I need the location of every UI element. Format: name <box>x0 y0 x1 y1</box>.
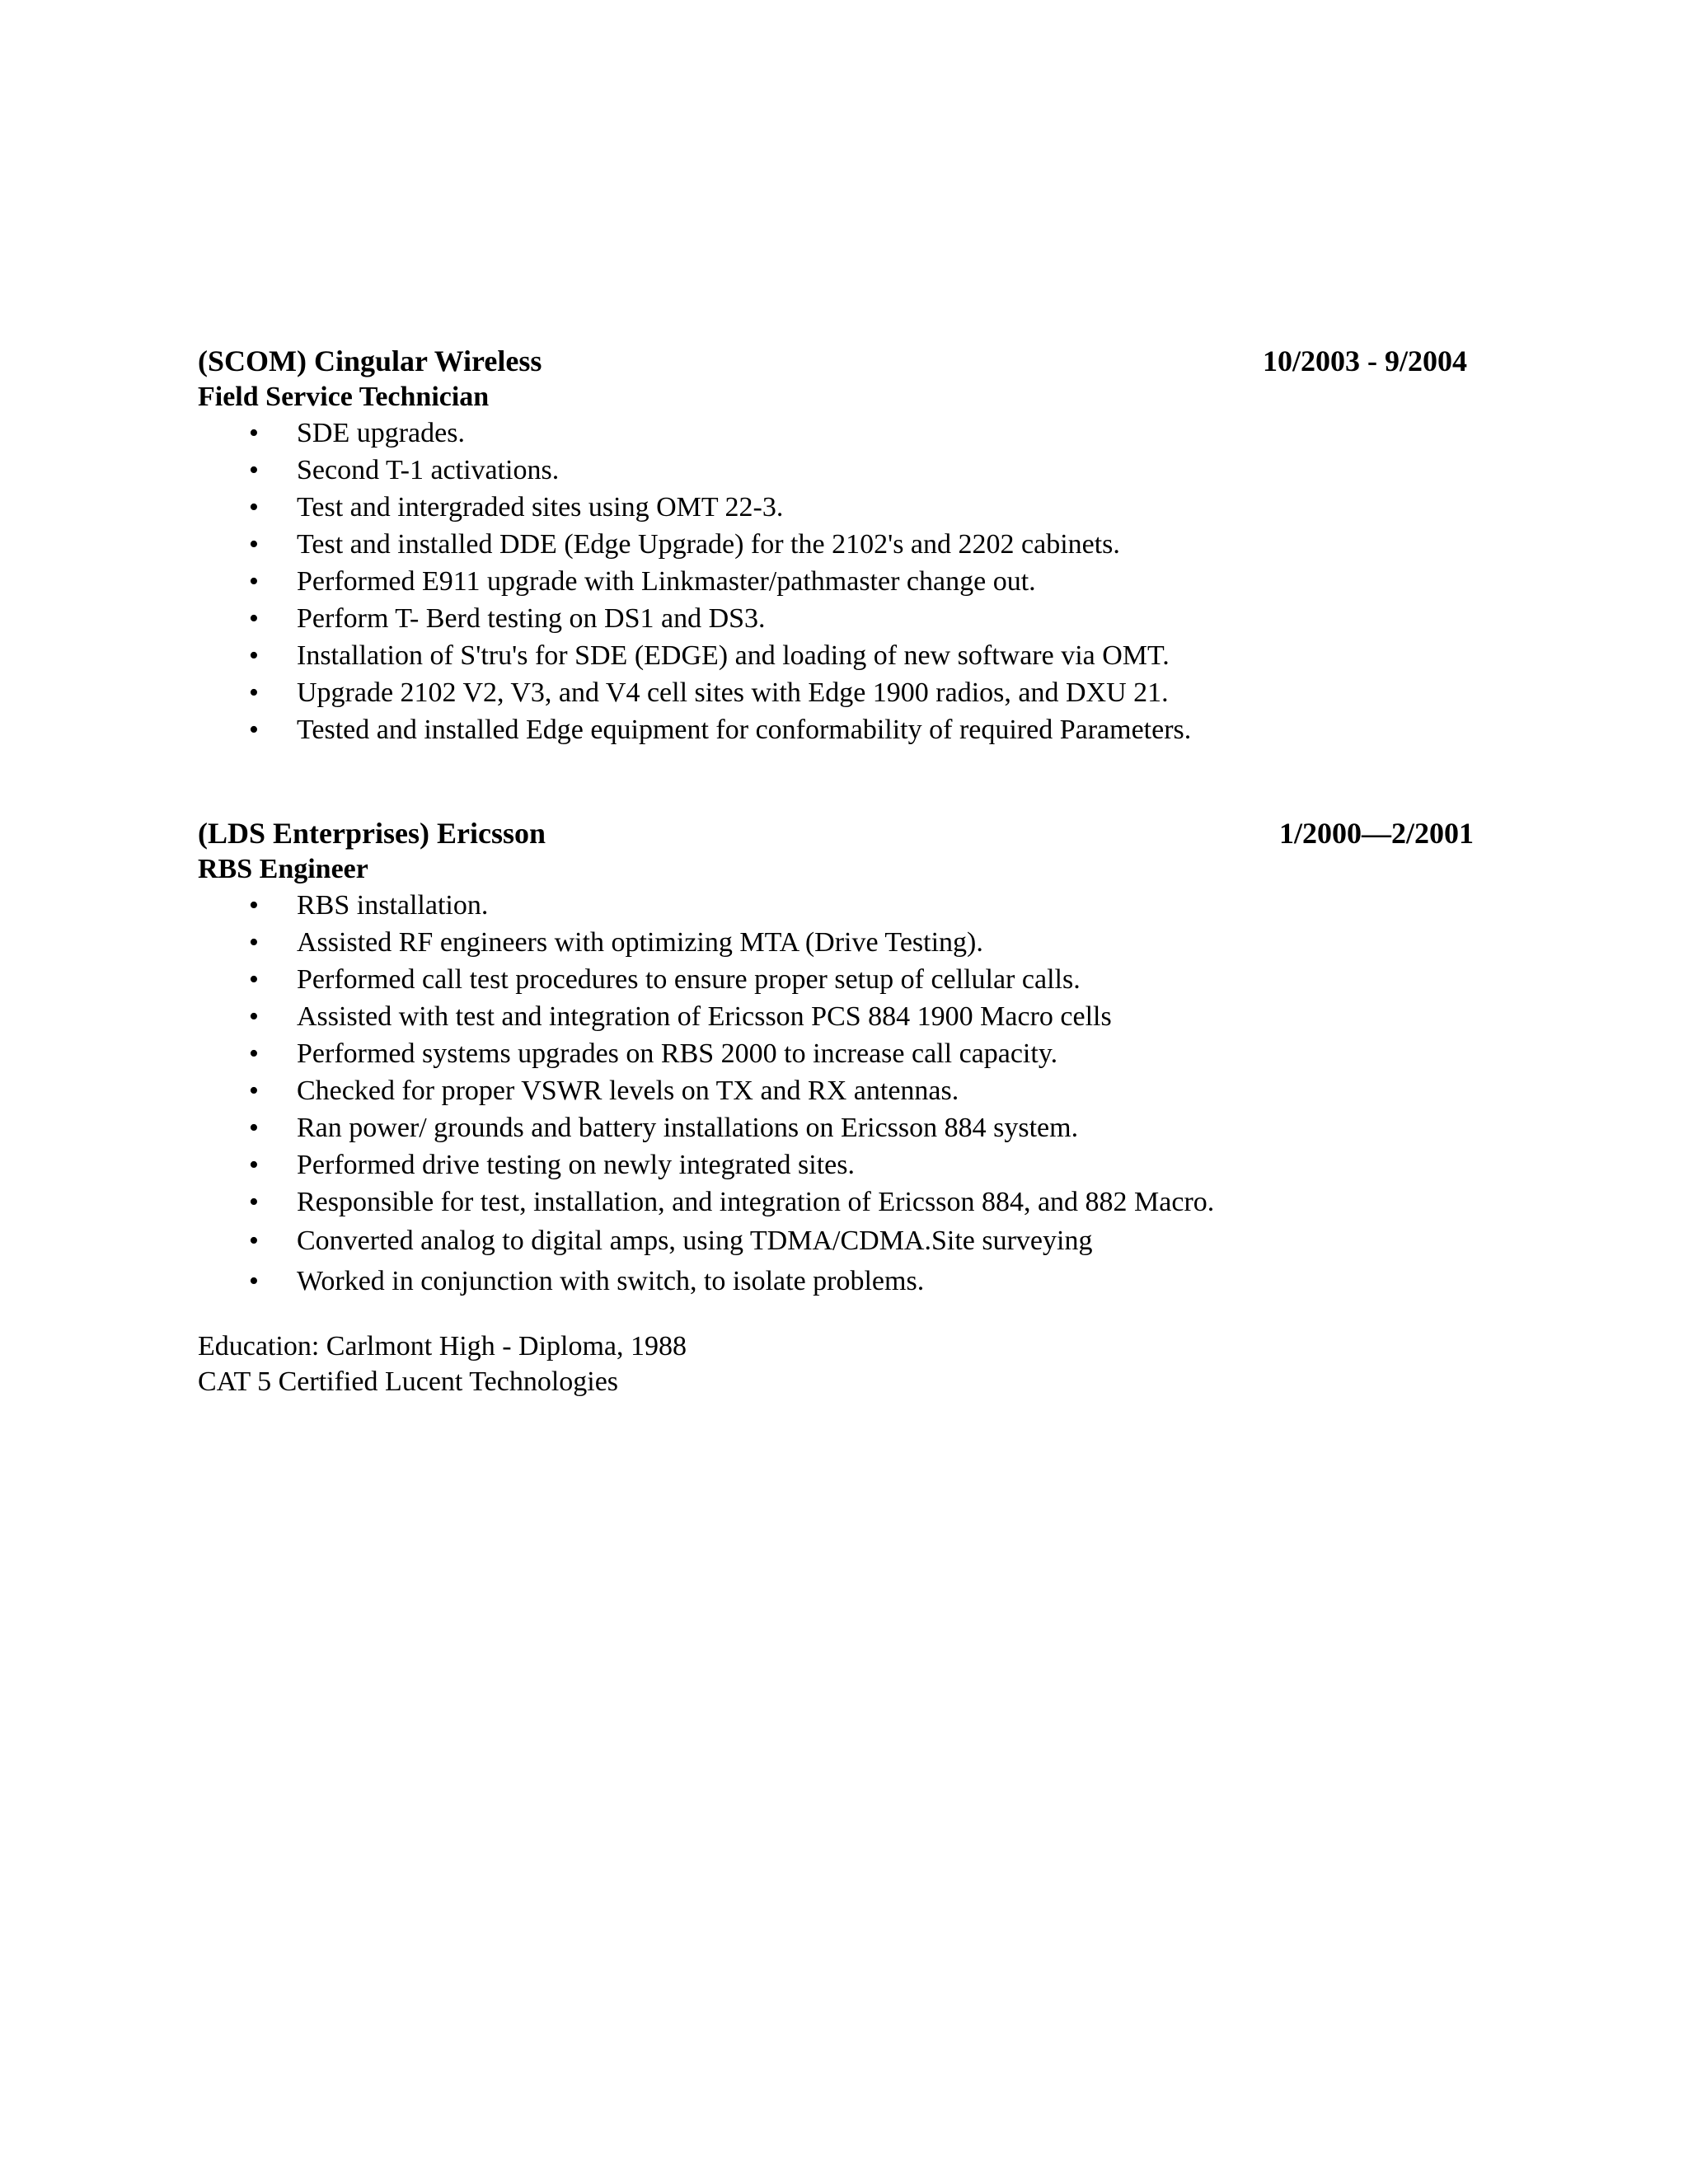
list-item <box>198 1109 1484 1146</box>
list-item <box>198 489 1484 526</box>
bullet-icon: • <box>249 927 259 958</box>
job-section-cingular <box>198 342 1484 748</box>
bullet-icon: • <box>249 715 259 745</box>
duty-text: Responsible for test, installation, and integration of Ericsson 884, and 882 Macro. <box>297 1187 1215 1217</box>
job-header <box>198 342 1484 380</box>
duties-list <box>198 887 1484 1301</box>
duty-text: Tested and installed Edge equipment for conformability of required Parameters. <box>297 715 1192 745</box>
bullet-icon: • <box>249 1266 259 1296</box>
list-item <box>198 887 1484 924</box>
bullet-icon: • <box>249 677 259 708</box>
duty-text: Assisted with test and integration of Ericsson PCS 884 1900 Macro cells <box>297 1001 1112 1032</box>
education-section <box>198 1329 687 1399</box>
bullet-icon: • <box>249 529 259 560</box>
duty-text: Checked for proper VSWR levels on TX and RX antennas. <box>297 1076 959 1106</box>
duty-text: Upgrade 2102 V2, V3, and V4 cell sites with Edge 1900 radios, and DXU 21. <box>297 677 1169 708</box>
bullet-icon: • <box>249 418 259 448</box>
list-item <box>198 924 1484 961</box>
duty-text: RBS installation. <box>297 890 489 921</box>
bullet-icon: • <box>249 964 259 995</box>
list-item <box>198 1035 1484 1072</box>
duties-list <box>198 415 1484 748</box>
list-item <box>198 637 1484 674</box>
duty-text: SDE upgrades. <box>297 418 465 448</box>
duty-text: Perform T- Berd testing on DS1 and DS3. <box>297 603 766 634</box>
employment-dates: 10/2003 - 9/2004 <box>1263 344 1467 377</box>
bullet-icon: • <box>249 1001 259 1032</box>
duty-text: Second T-1 activations. <box>297 455 560 485</box>
list-item <box>198 526 1484 563</box>
list-item <box>198 1183 1484 1221</box>
bullet-icon: • <box>249 1038 259 1069</box>
list-item <box>198 415 1484 452</box>
bullet-icon: • <box>249 492 259 523</box>
duty-text: Performed call test procedures to ensure proper setup of cellular calls. <box>297 964 1081 995</box>
bullet-icon: • <box>249 455 259 485</box>
company-name: (SCOM) Cingular Wireless <box>198 344 542 377</box>
company-name: (LDS Enterprises) Ericsson <box>198 817 546 850</box>
list-item <box>198 998 1484 1035</box>
list-item <box>198 1261 1484 1301</box>
duty-text: Performed E911 upgrade with Linkmaster/pathmaster change out. <box>297 566 1036 597</box>
job-header <box>198 814 1484 852</box>
certification-line: CAT 5 Certified Lucent Technologies <box>198 1366 619 1397</box>
duty-text: Installation of S'tru's for SDE (EDGE) and loading of new software via OMT. <box>297 640 1170 671</box>
list-item <box>198 1221 1484 1261</box>
list-item <box>198 1146 1484 1183</box>
duty-text: Converted analog to digital amps, using TDMA/CDMA.Site surveying <box>297 1226 1093 1256</box>
bullet-icon: • <box>249 890 259 921</box>
list-item <box>198 563 1484 600</box>
bullet-icon: • <box>249 1226 259 1256</box>
duty-text: Ran power/ grounds and battery installations on Ericsson 884 system. <box>297 1113 1079 1143</box>
bullet-icon: • <box>249 1113 259 1143</box>
list-item <box>198 961 1484 998</box>
list-item <box>198 674 1484 711</box>
list-item <box>198 711 1484 748</box>
duty-text: Assisted RF engineers with optimizing MTA (Drive Testing). <box>297 927 983 958</box>
duty-text: Worked in conjunction with switch, to isolate problems. <box>297 1266 925 1296</box>
bullet-icon: • <box>249 1150 259 1180</box>
bullet-icon: • <box>249 640 259 671</box>
bullet-icon: • <box>249 566 259 597</box>
duty-text: Test and intergraded sites using OMT 22-3. <box>297 492 784 523</box>
duty-text: Performed systems upgrades on RBS 2000 to increase call capacity. <box>297 1038 1058 1069</box>
list-item <box>198 600 1484 637</box>
bullet-icon: • <box>249 1187 259 1217</box>
duty-text: Test and installed DDE (Edge Upgrade) for the 2102's and 2202 cabinets. <box>297 529 1120 560</box>
duty-text: Performed drive testing on newly integrated sites. <box>297 1150 855 1180</box>
list-item <box>198 1072 1484 1109</box>
job-section-ericsson <box>198 814 1484 1301</box>
bullet-icon: • <box>249 1076 259 1106</box>
education-line: Education: Carlmont High - Diploma, 1988 <box>198 1331 687 1361</box>
job-title: Field Service Technician <box>198 382 490 412</box>
job-title: RBS Engineer <box>198 854 368 884</box>
employment-dates: 1/2000—2/2001 <box>1278 817 1474 850</box>
list-item <box>198 452 1484 489</box>
bullet-icon: • <box>249 603 259 634</box>
